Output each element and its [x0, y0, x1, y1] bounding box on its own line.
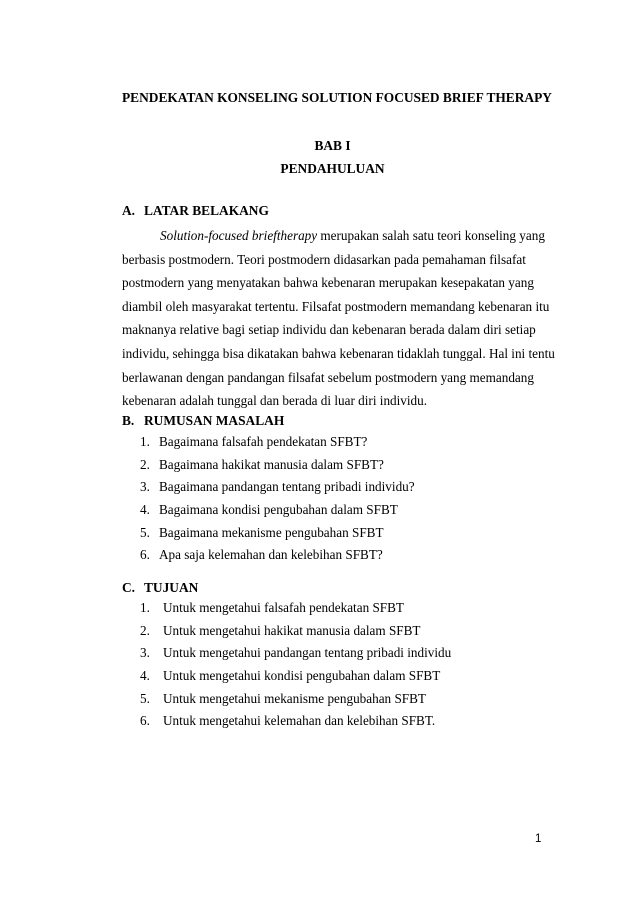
list-text: Untuk mengetahui falsafah pendekatan SFBT	[163, 600, 404, 615]
list-number: 1.	[140, 434, 150, 449]
list-item	[140, 597, 451, 620]
section-c-heading	[122, 580, 198, 596]
section-heading-text: RUMUSAN MASALAH	[144, 413, 285, 428]
objective-list	[140, 597, 451, 733]
list-item	[140, 620, 451, 643]
list-number: 4.	[140, 668, 150, 684]
chapter-label: BAB I	[314, 138, 351, 153]
chapter-title: PENDAHULUAN	[280, 161, 385, 176]
list-text: Apa saja kelemahan dan kelebihan SFBT?	[159, 547, 383, 563]
section-letter: B.	[122, 413, 135, 428]
list-number: 1.	[140, 600, 150, 615]
section-heading-text: TUJUAN	[144, 580, 199, 595]
section-heading-text: LATAR BELAKANG	[144, 203, 269, 218]
background-paragraph	[122, 224, 555, 413]
list-item	[140, 642, 451, 665]
list-number: 5.	[140, 690, 150, 706]
list-item	[140, 499, 415, 522]
section-letter: A.	[122, 203, 136, 218]
page-number: 1	[535, 833, 542, 845]
list-number: 2.	[140, 622, 150, 638]
list-text: Untuk mengetahui pandangan tentang pribadi individu	[163, 645, 452, 661]
list-item	[140, 431, 415, 454]
list-item	[140, 522, 415, 545]
list-text: Bagaimana hakikat manusia dalam SFBT?	[159, 456, 384, 472]
section-letter: C.	[122, 580, 136, 595]
list-number: 6.	[140, 713, 150, 729]
list-item	[140, 454, 415, 477]
list-item	[140, 665, 451, 688]
list-text: Untuk mengetahui kelemahan dan kelebihan SFBT.	[163, 713, 436, 729]
section-b-heading	[122, 413, 284, 429]
paragraph-line: berlawanan dengan pandangan filsafat sebelum postmodern yang memandang	[122, 369, 534, 385]
list-text: Bagaimana falsafah pendekatan SFBT?	[159, 434, 368, 449]
paragraph-text: merupakan salah satu teori konseling yang	[317, 228, 545, 243]
list-item	[140, 710, 451, 733]
problem-list	[140, 431, 415, 567]
paragraph-line	[122, 224, 545, 248]
paragraph-line: berbasis postmodern. Teori postmodern didasarkan pada pemahaman filsafat	[122, 251, 526, 267]
list-number: 3.	[140, 645, 150, 661]
list-item	[140, 476, 415, 499]
section-a-heading	[122, 203, 269, 219]
list-number: 5.	[140, 524, 150, 540]
paragraph-line: maknanya relative bagi setiap individu dan kebenaran berada dalam diri setiap	[122, 322, 536, 338]
list-text: Bagaimana pandangan tentang pribadi individu?	[159, 479, 415, 495]
list-text: Untuk mengetahui mekanisme pengubahan SFBT	[163, 690, 426, 706]
list-number: 2.	[140, 456, 150, 472]
paragraph-line: diambil oleh masyarakat tertentu. Filsafat postmodern memandang kebenaran itu	[122, 298, 550, 314]
list-item	[140, 688, 451, 711]
list-text: Untuk mengetahui kondisi pengubahan dalam SFBT	[163, 668, 441, 684]
list-text: Bagaimana mekanisme pengubahan SFBT	[159, 524, 384, 540]
list-text: Untuk mengetahui hakikat manusia dalam SFBT	[163, 622, 421, 638]
list-number: 3.	[140, 479, 150, 495]
document-title: PENDEKATAN KONSELING SOLUTION FOCUSED BRIEF THERAPY	[122, 90, 552, 105]
paragraph-line: postmodern yang menyatakan bahwa kebenaran merupakan kesepakatan yang	[122, 275, 534, 291]
paragraph-line: individu, sehingga bisa dikatakan bahwa kebenaran tidaklah tunggal. Hal ini tentu	[122, 345, 555, 361]
list-number: 6.	[140, 547, 150, 563]
list-text: Bagaimana kondisi pengubahan dalam SFBT	[159, 502, 398, 518]
list-number: 4.	[140, 502, 150, 518]
list-item	[140, 544, 415, 567]
paragraph-line: kebenaran adalah tunggal dan berada di luar diri individu.	[122, 393, 428, 409]
italic-term: Solution-focused brieftherapy	[160, 228, 318, 243]
